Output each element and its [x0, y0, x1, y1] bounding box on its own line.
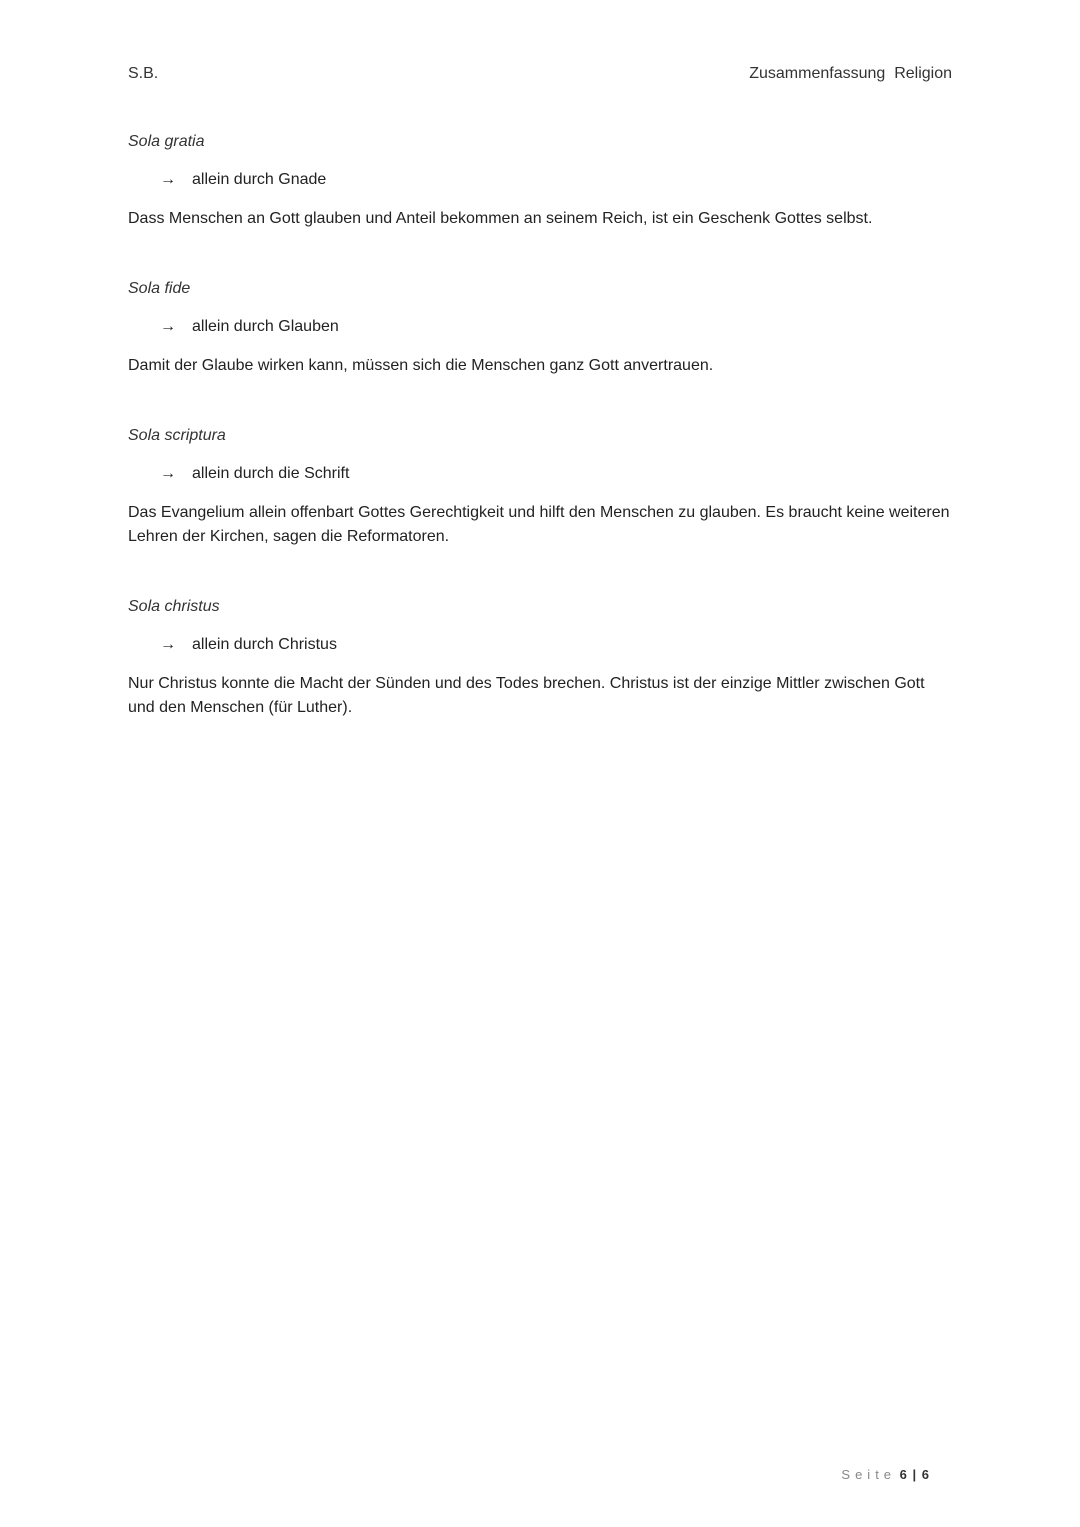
page-label: Seite: [841, 1467, 897, 1482]
section-paragraph: Nur Christus konnte die Macht der Sünden und des Todes brechen. Christus ist der einzige Mittler zwischen Gott und den Menschen (für Luther).: [128, 675, 925, 716]
bullet-item: [128, 169, 952, 191]
bullet-item: [128, 316, 952, 338]
section-paragraph: Damit der Glaube wirken kann, müssen sich die Menschen ganz Gott anvertrauen.: [128, 357, 714, 374]
bullet-text: allein durch Christus: [192, 636, 337, 653]
section-title: Sola fide: [128, 280, 191, 297]
section-sola-christus: [128, 596, 952, 720]
section-sola-gratia: [128, 131, 952, 231]
section-paragraph: Dass Menschen an Gott glauben und Anteil bekommen an seinem Reich, ist ein Geschenk Gottes selbst.: [128, 210, 873, 227]
page-number: 6 | 6: [899, 1467, 930, 1482]
bullet-text: allein durch Glauben: [192, 318, 339, 335]
section-sola-fide: [128, 278, 952, 378]
page-number-footer: [841, 1467, 930, 1482]
bullet-text: allein durch die Schrift: [192, 465, 350, 482]
document-body: [128, 131, 952, 767]
arrow-right-icon: →: [160, 465, 176, 482]
bullet-item: [128, 463, 952, 485]
section-sola-scriptura: [128, 425, 952, 549]
section-paragraph: Das Evangelium allein offenbart Gottes Gerechtigkeit und hilft den Menschen zu glauben. Es braucht keine weiteren Lehren der Kirchen, sagen die Reformatoren.: [128, 504, 950, 545]
section-title: Sola christus: [128, 598, 220, 615]
arrow-right-icon: →: [160, 636, 176, 653]
arrow-right-icon: →: [160, 318, 176, 335]
section-title: Sola scriptura: [128, 427, 226, 444]
bullet-item: [128, 634, 952, 656]
arrow-right-icon: →: [160, 171, 176, 188]
bullet-text: allein durch Gnade: [192, 171, 327, 188]
header-author: S.B.: [128, 65, 159, 82]
header-title: Zusammenfassung Religion: [749, 65, 952, 82]
section-title: Sola gratia: [128, 133, 205, 150]
